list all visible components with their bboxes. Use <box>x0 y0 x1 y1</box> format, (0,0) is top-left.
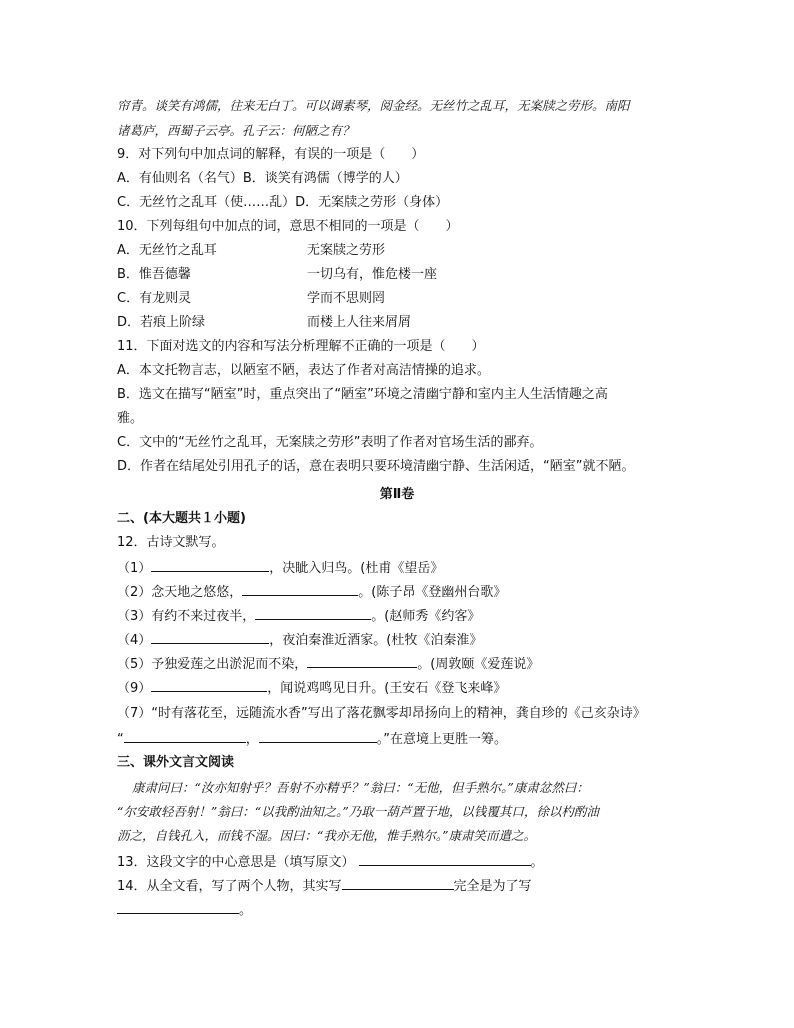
q10-option-c-right: 学而不思则罔 <box>307 291 386 306</box>
q11-option-d: D．作者在结尾处引用孔子的话，意在表明只要环境清幽宁静、生活闲适，“陋室”就不陋。 <box>117 459 635 474</box>
q12-item-7-open-quote: “ <box>117 732 124 747</box>
q9-options-cd: C．无丝竹之乱耳（使……乱）D．无案牍之劳形（身体） <box>117 195 449 210</box>
q12-item-5-suffix: 。(周敦颐《爱莲说》 <box>417 657 540 672</box>
q14-stem: 14．从全文看，写了两个人物，其实写 <box>117 879 342 894</box>
q10-option-d-left: D．若痕上阶绿 <box>117 315 206 330</box>
q9-stem: 9．对下列句中加点词的解释，有误的一项是（ ） <box>117 147 425 162</box>
q12-item-5-blank[interactable] <box>307 654 417 668</box>
q10-option-a-right: 无案牍之劳形 <box>307 243 386 258</box>
q14-answer-blank-2[interactable] <box>117 900 239 914</box>
passage-line-1: 帘青。谈笑有鸿儒，往来无白丁。可以调素琴，阅金经。无丝竹之乱耳，无案牍之劳形。南阳 <box>117 98 630 113</box>
q12-item-2-suffix: 。(陈子昂《登幽州台歌》 <box>358 585 507 600</box>
q10-option-a-left: A．无丝竹之乱耳 <box>117 243 217 258</box>
q12-item-1 <box>117 558 443 578</box>
part3-section-heading: 三、课外文言文阅读 <box>117 755 235 770</box>
q11-option-b-line1: B．选文在描写“陋室”时，重点突出了“陋室”环境之清幽宁静和室内主人生活情趣之高 <box>117 387 608 402</box>
q13-suffix: 。 <box>530 855 544 870</box>
q10-option-b-left: B．惟吾德馨 <box>117 267 191 282</box>
q10-option-b-right: 一切乌有，惟危楼一座 <box>307 267 438 282</box>
passage-line-2: 诸葛庐，西蜀子云亭。孔子云：何陋之有？ <box>117 123 355 138</box>
q13 <box>117 852 544 872</box>
q14-middle: 完全是为了写 <box>453 879 532 894</box>
part2-title: 第Ⅱ卷 <box>379 487 415 502</box>
reading-passage-line-2: “尔安敢轻吾射！”翁曰：“以我酌油知之。”乃取一葫芦置于地，以钱覆其口，徐以杓酌油 <box>117 804 599 819</box>
q14-answer-blank-1[interactable] <box>342 876 454 890</box>
q10-option-d-right: 而楼上人往来屑屑 <box>307 315 412 330</box>
q12-item-1-blank[interactable] <box>151 558 269 572</box>
q14-suffix: 。 <box>239 903 253 918</box>
q13-answer-blank[interactable] <box>359 852 531 866</box>
q12-item-1-prefix: （1） <box>117 561 152 576</box>
q12-item-5 <box>117 654 539 674</box>
q12-item-4-suffix: ，夜泊秦淮近酒家。(杜牧《泊秦淮》 <box>269 633 483 648</box>
q9-options-ab: A．有仙则名（名气）B．谈笑有鸿儒（博学的人） <box>117 171 408 186</box>
q12-item-4 <box>117 630 482 650</box>
q12-item-5-prefix: （5）予独爱莲之出淤泥而不染， <box>117 657 308 672</box>
reading-passage-line-3: 沥之，自钱孔入，而钱不湿。因曰：“我亦无他，惟手熟尔。”康肃笑而遣之。 <box>117 828 537 843</box>
q12-item-3-prefix: （3）有约不来过夜半， <box>117 609 256 624</box>
q14-line2 <box>117 900 252 920</box>
q11-option-c: C．文中的“无丝竹之乱耳，无案牍之劳形”表明了作者对官场生活的鄙弃。 <box>117 435 543 450</box>
q12-item-7-suffix: 。”在意境上更胜一筹。 <box>376 732 508 747</box>
q12-item-6-blank[interactable] <box>151 678 267 692</box>
q12-item-7-line2 <box>117 729 507 749</box>
q14-line1 <box>117 876 532 896</box>
q12-item-4-blank[interactable] <box>151 630 269 644</box>
q10-option-c-left: C．有龙则灵 <box>117 291 192 306</box>
q12-item-1-suffix: ，决眦入归鸟。(杜甫《望岳》 <box>269 561 444 576</box>
q12-item-7-line1: （7）“时有落花至，远随流水香”写出了落花飘零却昂扬向上的精神，龚自珍的《己亥杂诗》 <box>117 706 646 721</box>
q11-option-b-line2: 雅。 <box>117 411 144 426</box>
q12-item-6-suffix: ，闻说鸡鸣见日升。(王安石《登飞来峰》 <box>267 681 507 696</box>
q12-item-2 <box>117 582 506 602</box>
q12-item-2-blank[interactable] <box>242 582 358 596</box>
q12-item-2-prefix: （2）念天地之悠悠， <box>117 585 243 600</box>
q12-item-7-blank-2[interactable] <box>259 729 377 743</box>
q11-stem: 11．下面对选文的内容和写法分析理解不正确的一项是（ ） <box>117 339 485 354</box>
q12-item-4-prefix: （4） <box>117 633 152 648</box>
q12-item-6-prefix: （9） <box>117 681 152 696</box>
q12-item-3 <box>117 606 480 626</box>
q11-option-a: A．本文托物言志，以陋室不陋，表达了作者对高洁情操的追求。 <box>117 363 490 378</box>
part2-section-heading: 二、(本大题共１小题) <box>117 511 246 526</box>
q12-stem: 12．古诗文默写。 <box>117 535 225 550</box>
q12-item-7-blank-1[interactable] <box>124 729 246 743</box>
q12-item-6 <box>117 678 506 698</box>
q13-stem: 13．这段文字的中心意思是（填写原文） <box>117 855 355 870</box>
reading-passage-line-1: 康肃问曰：“汝亦知射乎？吾射不亦精乎？”翁曰：“无他，但手熟尔。”康肃忿然曰： <box>132 780 589 795</box>
q10-stem: 10．下列每组句中加点的词，意思不相同的一项是（ ） <box>117 219 459 234</box>
q12-item-3-suffix: 。(赵师秀《约客》 <box>371 609 481 624</box>
q12-item-3-blank[interactable] <box>255 606 371 620</box>
q12-item-7-comma: ， <box>245 732 259 747</box>
